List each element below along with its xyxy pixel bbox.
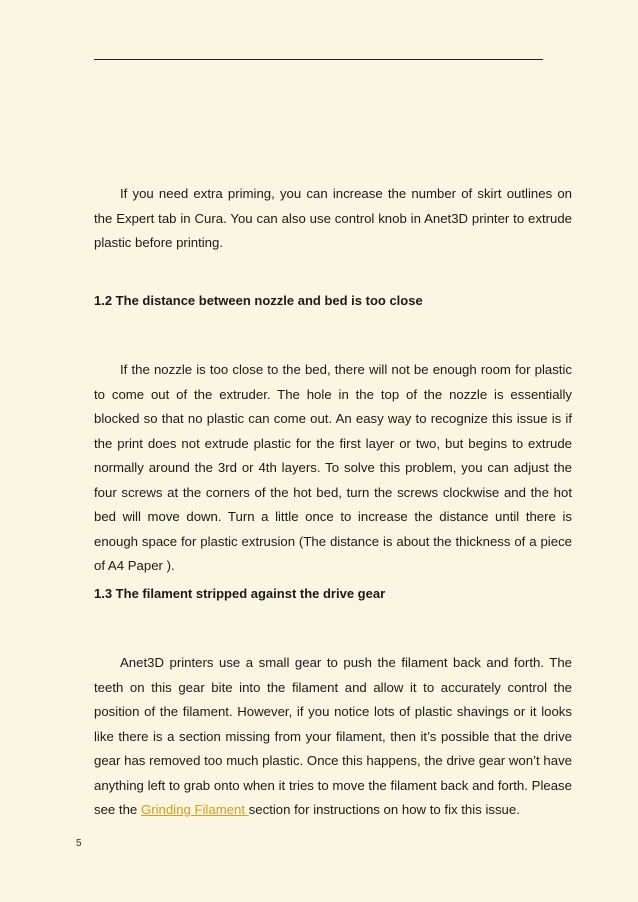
nozzle-too-close-paragraph: If the nozzle is too close to the bed, there will not be enough room for plastic to come out of the extruder. The hole in the top of the nozzle is essentially blocked so that no plastic can come out. An easy way to recognize this issue is if the print does not extrude plastic for the first layer or two, but begins to extrude normally around the 3rd or 4th layers. To solve this problem, you can adjust the four screws at the corners of the hot bed, turn the screws clockwise and the hot bed will move down. Turn a little once to increase the distance until there is enough space for plastic extrusion (The distance is about the thickness of a piece of A4 Paper ). xyxy=(94,362,572,573)
header-rule xyxy=(94,59,543,60)
filament-stripped-paragraph xyxy=(94,651,572,823)
section-heading-1-3: 1.3 The filament stripped against the drive gear xyxy=(94,586,386,601)
page-number: 5 xyxy=(76,838,82,849)
filament-stripped-text-end: section for instructions on how to fix this issue. xyxy=(248,802,520,817)
grinding-filament-link[interactable]: Grinding Filament xyxy=(140,802,249,817)
intro-paragraph: If you need extra priming, you can increase the number of skirt outlines on the Expert tab in Cura. You can also use control knob in Anet3D printer to extrude plastic before printing. xyxy=(94,186,572,250)
filament-stripped-text: Anet3D printers use a small gear to push the filament back and forth. The teeth on this gear bite into the filament and allow it to accurately control the position of the filament. However, if you notice lots of plastic shavings or it looks like there is a section missing from your filament, then it’s possible that the drive gear has removed too much plastic. Once this happens, the drive gear won’t have anything left to grab onto when it tries to move the filament back and forth. Please see the xyxy=(94,655,572,817)
section-heading-1-2: 1.2 The distance between nozzle and bed is too close xyxy=(94,293,423,308)
